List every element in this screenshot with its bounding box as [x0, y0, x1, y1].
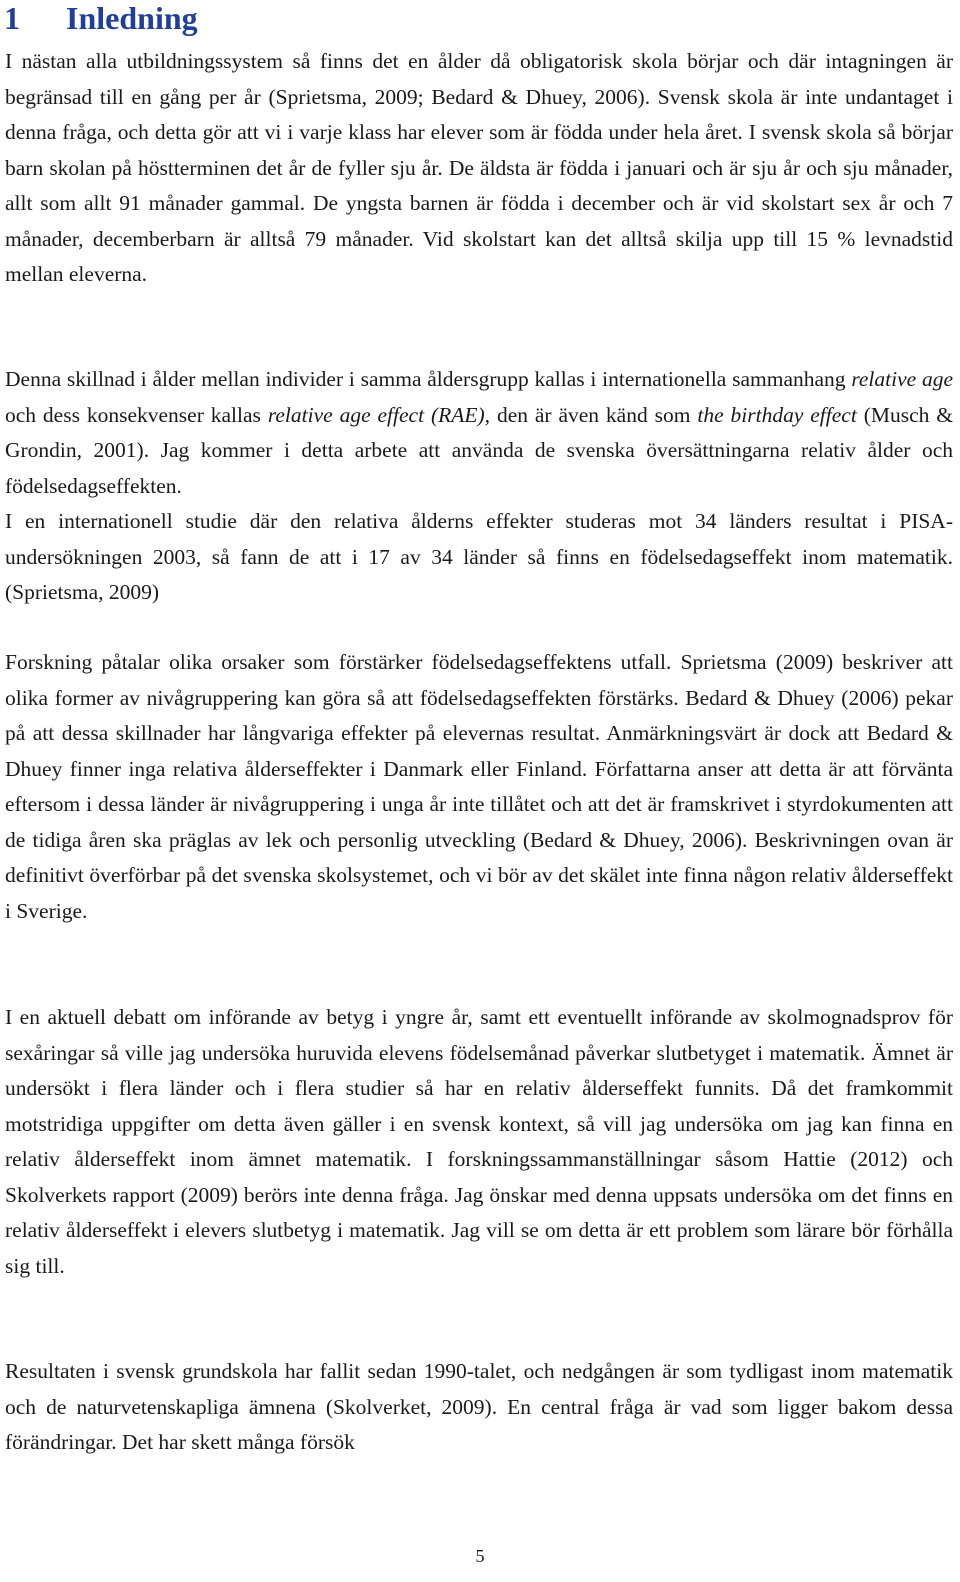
sentence: I svensk skola så börjar barn skolan på höstterminen det år de fyller sju år.: [5, 120, 953, 180]
sentence: Svensk skola är inte undantaget i denna fråga, och detta gör att vi i varje klass har elever som är födda under hela året.: [5, 84, 953, 144]
paragraph-results-decline: Resultaten i svensk grundskola har fallit sedan 1990-talet, och nedgången är som tydligast inom matematik och de naturvetenskapliga ämnena (Skolverket, 2009). En central fråga är vad som ligger bakom dessa förändringar. Det har skett många försök: [5, 1359, 953, 1454]
page-number: 5: [475, 1546, 485, 1566]
paragraph-pisa-study: I en internationell studie där den relativa ålderns effekter studeras mot 34 länders resultat i PISA-undersökningen 2003, så fann de att i 17 av 34 länder så finns en födelsedagseffekt inom matematik. (Sprietsma, 2009): [5, 509, 953, 604]
section-heading: [4, 0, 198, 38]
text-segment: och dess konsekvenser kallas: [5, 402, 261, 427]
paragraph-intro: [5, 44, 953, 293]
text-segment: den är även känd som: [496, 402, 691, 427]
sentence: De äldsta är födda i januari och är sju år och sju månader, allt som allt 91 månader gammal.: [5, 155, 953, 215]
paragraph-relative-age: [5, 362, 953, 504]
text-segment: Jag kommer i detta arbete att använda de svenska översättningarna relativ ålder och födelsedagseffekten.: [5, 438, 954, 498]
text-segment: Denna skillnad i ålder mellan individer i samma åldersgrupp kallas i internationella sammanhang: [5, 367, 846, 391]
italic-term: relative age: [851, 367, 953, 391]
italic-term: the birthday effect: [697, 402, 857, 427]
italic-term: relative age effect (RAE),: [267, 402, 491, 427]
sentence: Vid skolstart kan det alltså skilja upp till 15 % levnadstid mellan eleverna.: [5, 226, 953, 286]
paragraph-current-debate: I en aktuell debatt om införande av betyg i yngre år, samt ett eventuellt införande av skolmognadsprov för sexåringar så ville jag undersöka huruvida elevens födelsemånad påverkar slutbetyget i matematik. Ämnet är undersökt i flera länder och i flera studier så har en relativ ålderseffekt funnits. Då det framkommit motstridiga uppgifter om detta även gäller i en svensk kontext, så vill jag undersöka om jag kan finna en relativ ålderseffekt inom ämnet matematik. I forskningssammanställningar såsom Hattie (2012) och Skolverkets rapport (2009) berörs inte denna fråga. Jag önskar med denna uppsats undersöka om det finns en relativ ålderseffekt i elevers slutbetyg i matematik. Jag vill se om detta är ett problem som lärare bör förhålla sig till.: [5, 1005, 953, 1278]
section-number: 1: [4, 0, 20, 36]
paragraph-research-causes: Forskning påtalar olika orsaker som förstärker födelsedagseffektens utfall. Sprietsma (2009) beskriver att olika former av nivågruppering kan göra så att födelsedagseffekten förstärks. Bedard & Dhuey (2006) pekar på att dessa skillnader har långvariga effekter på elevernas resultat. Anmärkningsvärt är dock att Bedard & Dhuey finner inga relativa ålderseffekter i Danmark eller Finland. Författarna anser att detta är att förvänta eftersom i dessa länder är nivågruppering i unga år inte tillåtet och att det är framskrivet i styrdokumenten att de tidiga åren ska präglas av lek och personlig utveckling (Bedard & Dhuey, 2006). Beskrivningen ovan är definitivt överförbar på det svenska skolsystemet, och vi bör av det skälet inte finna någon relativ ålderseffekt i Sverige.: [5, 650, 953, 923]
text-segment: (Musch & Grondin, 2001).: [5, 402, 954, 462]
section-title: Inledning: [66, 0, 198, 36]
sentence: De yngsta barnen är födda i december och är vid skolstart sex år och 7 månader, decemberbarn är alltså 79 månader.: [5, 191, 954, 251]
sentence: I nästan alla utbildningssystem så finns det en ålder då obligatorisk skola börjar och där intagningen är begränsad till en gång per år (Sprietsma, 2009; Bedard & Dhuey, 2006).: [5, 49, 953, 109]
